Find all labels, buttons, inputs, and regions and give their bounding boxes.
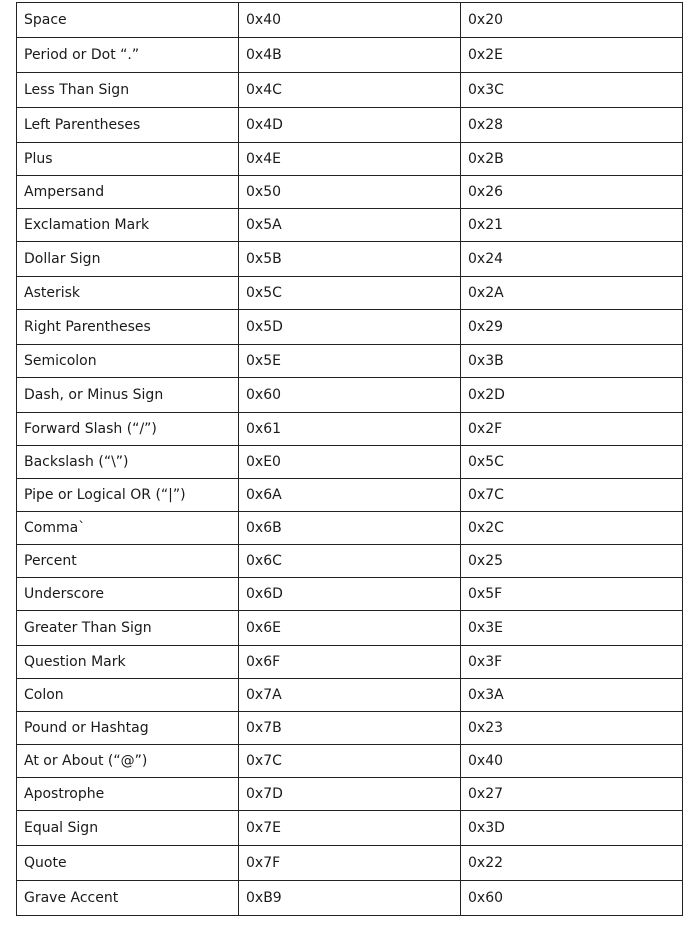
table-row [17,479,683,512]
character-name-cell: Apostrophe [17,778,239,811]
table-row [17,143,683,176]
character-name-cell: Pipe or Logical OR (“|”) [17,479,239,512]
ebcdic-code-cell: 0x6A [239,479,461,512]
table-row [17,310,683,345]
ascii-code-cell: 0x3E [461,611,683,646]
table-row [17,73,683,108]
table-row [17,242,683,277]
character-name-cell: Pound or Hashtag [17,712,239,745]
ebcdic-code-cell: 0x7C [239,745,461,778]
table-body [17,3,683,916]
ascii-code-cell: 0x60 [461,881,683,916]
character-name-cell: Comma` [17,512,239,545]
table-row [17,712,683,745]
ascii-code-cell: 0x2D [461,378,683,413]
table-row [17,413,683,446]
table-row [17,778,683,811]
ebcdic-code-cell: 0xB9 [239,881,461,916]
table-row [17,646,683,679]
ascii-code-cell: 0x22 [461,846,683,881]
ascii-code-cell: 0x5C [461,446,683,479]
ascii-code-cell: 0x3D [461,811,683,846]
table-row [17,846,683,881]
ascii-code-cell: 0x7C [461,479,683,512]
table-row [17,545,683,578]
ascii-code-cell: 0x24 [461,242,683,277]
table-row [17,277,683,310]
ebcdic-code-cell: 0x5D [239,310,461,345]
ebcdic-code-cell: 0x5B [239,242,461,277]
table-row [17,446,683,479]
ascii-code-cell: 0x21 [461,209,683,242]
ebcdic-code-cell: 0x7F [239,846,461,881]
character-name-cell: Right Parentheses [17,310,239,345]
character-name-cell: Less Than Sign [17,73,239,108]
ascii-code-cell: 0x29 [461,310,683,345]
table-row [17,345,683,378]
ascii-code-cell: 0x2F [461,413,683,446]
character-name-cell: Semicolon [17,345,239,378]
table-row [17,611,683,646]
table-row [17,38,683,73]
ebcdic-code-cell: 0x61 [239,413,461,446]
character-name-cell: Equal Sign [17,811,239,846]
ascii-code-cell: 0x3F [461,646,683,679]
ascii-code-cell: 0x23 [461,712,683,745]
ebcdic-code-cell: 0x4E [239,143,461,176]
ebcdic-code-cell: 0x6D [239,578,461,611]
character-name-cell: Dash, or Minus Sign [17,378,239,413]
table-row [17,881,683,916]
table-row [17,3,683,38]
ascii-code-cell: 0x25 [461,545,683,578]
ebcdic-code-cell: 0x7B [239,712,461,745]
ascii-code-cell: 0x3C [461,73,683,108]
ebcdic-code-cell: 0x7E [239,811,461,846]
table-row [17,578,683,611]
ebcdic-code-cell: 0x4B [239,38,461,73]
ebcdic-code-cell: 0x40 [239,3,461,38]
character-name-cell: Ampersand [17,176,239,209]
character-name-cell: Question Mark [17,646,239,679]
table-row [17,679,683,712]
character-code-table [16,2,683,916]
ebcdic-code-cell: 0x50 [239,176,461,209]
character-name-cell: Backslash (“\”) [17,446,239,479]
character-name-cell: Underscore [17,578,239,611]
table-row [17,176,683,209]
table-row [17,811,683,846]
character-name-cell: At or About (“@”) [17,745,239,778]
ebcdic-code-cell: 0x7A [239,679,461,712]
character-name-cell: Exclamation Mark [17,209,239,242]
ebcdic-code-cell: 0xE0 [239,446,461,479]
character-name-cell: Dollar Sign [17,242,239,277]
character-name-cell: Asterisk [17,277,239,310]
ebcdic-code-cell: 0x6B [239,512,461,545]
ebcdic-code-cell: 0x4D [239,108,461,143]
ebcdic-code-cell: 0x60 [239,378,461,413]
table-row [17,512,683,545]
character-name-cell: Left Parentheses [17,108,239,143]
ascii-code-cell: 0x2E [461,38,683,73]
table-row [17,745,683,778]
ascii-code-cell: 0x3B [461,345,683,378]
ebcdic-code-cell: 0x5C [239,277,461,310]
table-row [17,378,683,413]
ebcdic-code-cell: 0x7D [239,778,461,811]
character-name-cell: Space [17,3,239,38]
character-name-cell: Colon [17,679,239,712]
ebcdic-code-cell: 0x5E [239,345,461,378]
ascii-code-cell: 0x3A [461,679,683,712]
character-name-cell: Grave Accent [17,881,239,916]
ascii-code-cell: 0x5F [461,578,683,611]
ascii-code-cell: 0x28 [461,108,683,143]
character-name-cell: Greater Than Sign [17,611,239,646]
character-name-cell: Quote [17,846,239,881]
character-name-cell: Forward Slash (“/”) [17,413,239,446]
ebcdic-code-cell: 0x4C [239,73,461,108]
ebcdic-code-cell: 0x6F [239,646,461,679]
table-row [17,209,683,242]
ascii-code-cell: 0x2A [461,277,683,310]
ascii-code-cell: 0x2C [461,512,683,545]
character-name-cell: Percent [17,545,239,578]
ascii-code-cell: 0x20 [461,3,683,38]
ebcdic-code-cell: 0x6C [239,545,461,578]
table-row [17,108,683,143]
ascii-code-cell: 0x26 [461,176,683,209]
ascii-code-cell: 0x2B [461,143,683,176]
ascii-code-cell: 0x27 [461,778,683,811]
ebcdic-code-cell: 0x6E [239,611,461,646]
ebcdic-code-cell: 0x5A [239,209,461,242]
character-name-cell: Plus [17,143,239,176]
character-name-cell: Period or Dot “.” [17,38,239,73]
ascii-code-cell: 0x40 [461,745,683,778]
